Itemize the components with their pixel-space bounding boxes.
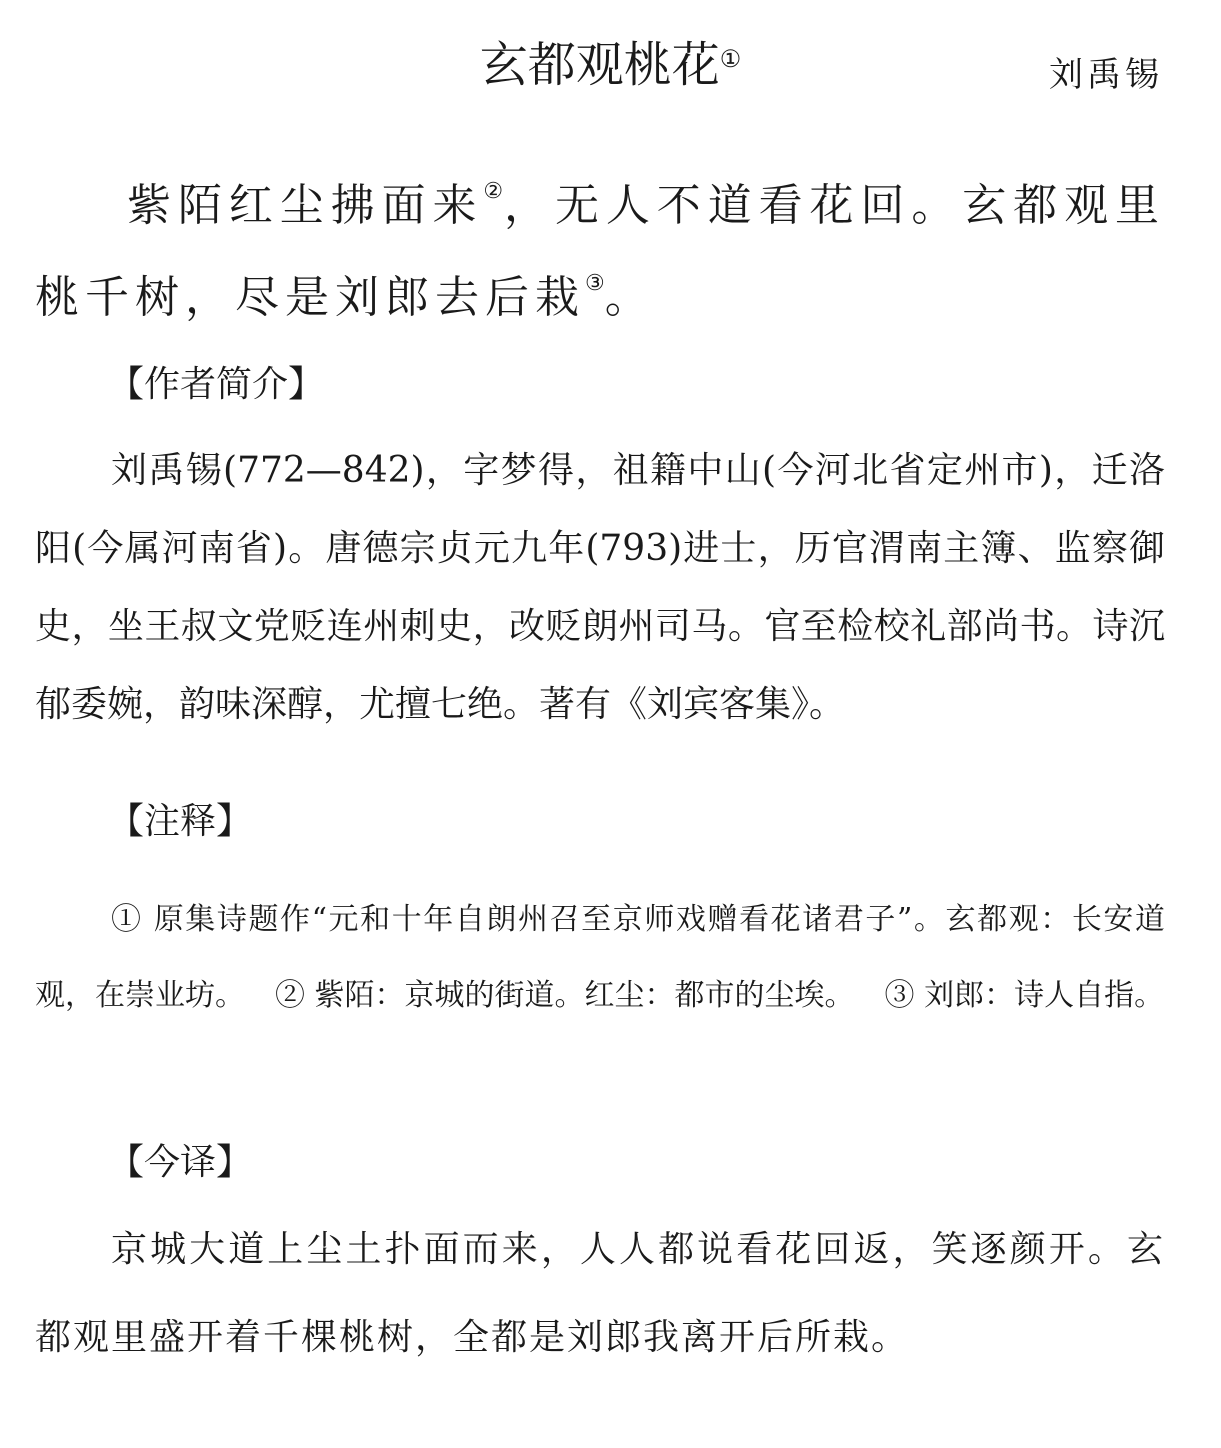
note-item-3: ③ 刘郎：诗人自指。 bbox=[884, 978, 1165, 1013]
note-item-1: ① 原集诗题作“元和十年自朗州召至京师戏赠看花诸君子”。玄都观：长安道观，在崇业坊。 bbox=[35, 902, 1165, 1013]
note-item-2: ② 紫陌：京城的街道。红尘：都市的尘埃。 bbox=[275, 978, 855, 1013]
poem-body bbox=[35, 160, 1165, 344]
notes-body bbox=[35, 882, 1165, 1034]
translation-text: 京城大道上尘土扑面而来，人人都说看花回返，笑逐颜开。玄都观里盛开着千棵桃树，全都是刘郎我离开后所栽。 bbox=[35, 1229, 1165, 1358]
notes-heading: 【注释】 bbox=[108, 801, 253, 842]
title-note-mark: ① bbox=[719, 45, 742, 73]
poem-title bbox=[0, 30, 1221, 100]
poem-text-part-2: ，无人不道看花回。玄都观里桃千树，尽是刘郎去后栽 bbox=[35, 180, 1166, 323]
poem-author: 刘禹锡 bbox=[1049, 55, 1163, 95]
poem-text-part-3: 。 bbox=[604, 272, 655, 323]
author-intro-heading: 【作者简介】 bbox=[108, 364, 325, 405]
poem-text-part-1: 紫陌红尘拂面来 bbox=[127, 180, 484, 231]
poem-title-text: 玄都观桃花 bbox=[479, 37, 720, 93]
poem-note-mark-2: ② bbox=[483, 179, 505, 204]
poem-note-mark-3: ③ bbox=[585, 271, 605, 296]
translation-heading: 【今译】 bbox=[108, 1142, 253, 1183]
author-intro-text: 刘禹锡(772—842)，字梦得，祖籍中山(今河北省定州市)，迁洛阳(今属河南省)。唐德宗贞元九年(793)进士，历官渭南主簿、监察御史，坐王叔文党贬连州刺史，改贬朗州司马。官至检校礼部尚书。诗沉郁委婉，韵味深醇，尤擅七绝。著有《刘宾客集》。 bbox=[35, 450, 1165, 725]
